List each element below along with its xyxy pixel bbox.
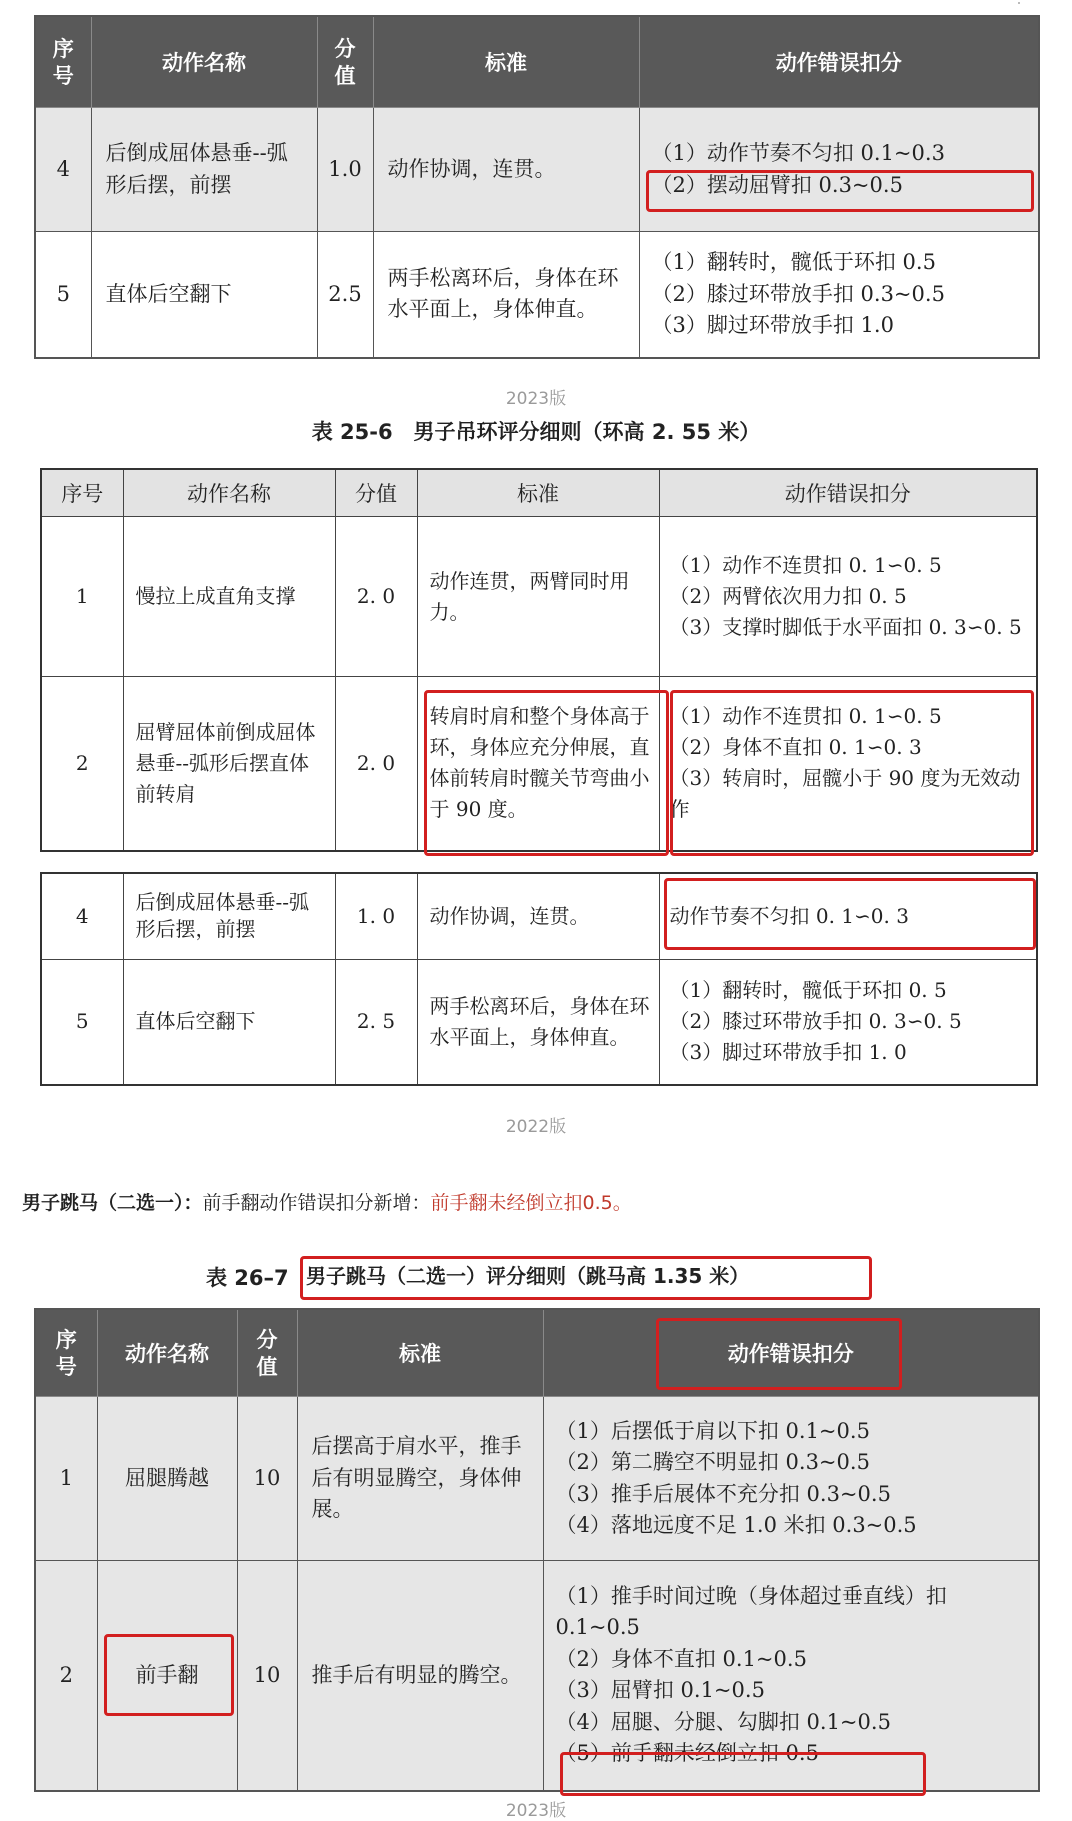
deduction-item: （1）翻转时，髋低于环扣 0.5 <box>651 250 936 274</box>
table-row <box>41 677 1037 851</box>
deduction-item: （2）身体不直扣 0.1~0.5 <box>555 1646 807 1671</box>
row-deductions <box>659 959 1037 1085</box>
row-number: 5 <box>41 959 123 1085</box>
row-score: 10 <box>237 1397 297 1561</box>
row-deductions <box>543 1561 1039 1791</box>
row-name: 后倒成屈体悬垂--弧形后摆，前摆 <box>123 873 335 959</box>
table-row <box>41 873 1037 959</box>
header-score: 分值 <box>335 469 417 517</box>
row-standard: 两手松离环后，身体在环水平面上，身体伸直。 <box>373 232 639 358</box>
header-number: 序号 <box>35 1309 97 1397</box>
table-row <box>35 232 1039 358</box>
row-number: 5 <box>35 232 91 358</box>
deduction-item: （1）动作节奏不匀扣 0.1~0.3 <box>651 141 945 165</box>
deduction-item: （1）动作不连贯扣 0. 1∽0. 5 <box>669 704 942 729</box>
deduction-item: （2）两臂依次用力扣 0. 5 <box>669 584 907 608</box>
deduction-item: （3）支撑时脚低于水平面扣 0. 3∽0. 5 <box>669 615 1022 639</box>
table-title-26-7: 男子跳马（二选一）评分细则（跳马高 1.35 米） <box>306 1264 750 1288</box>
header-deduction: 动作错误扣分 <box>639 16 1039 108</box>
deduction-item: 动作节奏不匀扣 0. 1∽0. 3 <box>669 903 909 928</box>
deduction-item: （3）转肩时，屈髋小于 90 度为无效动作 <box>669 766 1021 822</box>
row-deductions <box>543 1397 1039 1561</box>
deduction-item: （2）膝过环带放手扣 0.3~0.5 <box>651 281 945 306</box>
row-number: 4 <box>41 873 123 959</box>
note-red: 前手翻未经倒立扣0.5。 <box>430 1192 632 1214</box>
row-deductions <box>659 517 1037 677</box>
header-number: 序号 <box>41 469 123 517</box>
table-row <box>41 517 1037 677</box>
deduction-item: （3）推手后展体不充分扣 0.3~0.5 <box>555 1481 891 1506</box>
row-deductions <box>639 108 1039 232</box>
header-number: 序号 <box>35 16 91 108</box>
row-name: 直体后空翻下 <box>91 232 317 358</box>
row-name: 后倒成屈体悬垂--弧形后摆，前摆 <box>91 108 317 232</box>
table-rings-2022-continued <box>40 872 1038 1086</box>
table-row <box>35 1561 1039 1791</box>
header-standard: 标准 <box>297 1309 543 1397</box>
corner-dot <box>1018 2 1020 4</box>
header-score: 分值 <box>317 16 373 108</box>
row-name: 屈臂屈体前倒成屈体悬垂--弧形后摆直体前转肩 <box>123 677 335 851</box>
row-standard: 动作连贯，两臂同时用力。 <box>417 517 659 677</box>
header-name: 动作名称 <box>91 16 317 108</box>
row-score: 2. 0 <box>335 677 417 851</box>
table-title-26-7-prefix: 表 26–7 <box>206 1266 289 1290</box>
header-name: 动作名称 <box>123 469 335 517</box>
header-score: 分值 <box>237 1309 297 1397</box>
row-standard: 推手后有明显的腾空。 <box>297 1561 543 1791</box>
table-title-25-6: 表 25-6 男子吊环评分细则（环高 2. 55 米） <box>311 420 761 444</box>
deduction-item: （1）后摆低于肩以下扣 0.1~0.5 <box>555 1418 870 1443</box>
row-name: 屈腿腾越 <box>97 1397 237 1561</box>
row-score: 2. 5 <box>335 959 417 1085</box>
table-rings-2022 <box>40 468 1038 852</box>
deduction-item: （2）摆动屈臂扣 0.3~0.5 <box>651 172 903 197</box>
deduction-item: （3）脚过环带放手扣 1. 0 <box>669 1040 907 1065</box>
row-name: 慢拉上成直角支撑 <box>123 517 335 677</box>
note-normal: 前手翻动作错误扣分新增： <box>202 1192 431 1214</box>
row-score: 1.0 <box>317 108 373 232</box>
header-standard: 标准 <box>417 469 659 517</box>
deduction-item: （4）屈腿、分腿、勾脚扣 0.1~0.5 <box>555 1709 891 1734</box>
deduction-item: （2）第二腾空不明显扣 0.3~0.5 <box>555 1450 870 1474</box>
deduction-item: （1）动作不连贯扣 0. 1∽0. 5 <box>669 553 942 577</box>
row-deductions <box>639 232 1039 358</box>
row-standard: 两手松离环后，身体在环水平面上，身体伸直。 <box>417 959 659 1085</box>
row-deductions <box>659 677 1037 851</box>
deduction-item: （2）膝过环带放手扣 0. 3∽0. 5 <box>669 1009 962 1034</box>
row-name: 直体后空翻下 <box>123 959 335 1085</box>
caption-2022: 2022版 <box>505 1117 567 1137</box>
row-standard: 转肩时肩和整个身体高于环，身体应充分伸展，直体前转肩时髋关节弯曲小于 90 度。 <box>417 677 659 851</box>
row-number: 1 <box>35 1397 97 1561</box>
row-number: 2 <box>35 1561 97 1791</box>
row-number: 1 <box>41 517 123 677</box>
deduction-item: （3）屈臂扣 0.1~0.5 <box>555 1678 765 1703</box>
note-bold: 男子跳马（二选一）： <box>22 1192 203 1214</box>
row-score: 2.5 <box>317 232 373 358</box>
header-deduction: 动作错误扣分 <box>659 469 1037 517</box>
deduction-item: （3）脚过环带放手扣 1.0 <box>651 313 894 337</box>
caption-2023: 2023版 <box>505 389 567 409</box>
table-row <box>41 959 1037 1085</box>
change-note <box>22 1188 632 1215</box>
row-number: 2 <box>41 677 123 851</box>
row-score: 1. 0 <box>335 873 417 959</box>
table-header-row <box>41 469 1037 517</box>
header-standard: 标准 <box>373 16 639 108</box>
table-vault-2023 <box>34 1308 1040 1792</box>
deduction-item: （2）身体不直扣 0. 1∽0. 3 <box>669 735 922 760</box>
row-standard: 后摆高于肩水平，推手后有明显腾空，身体伸展。 <box>297 1397 543 1561</box>
deduction-item: （1）推手时间过晚（身体超过垂直线）扣 0.1~0.5 <box>555 1583 947 1640</box>
table-row <box>35 1397 1039 1561</box>
deduction-item: （1）翻转时，髋低于环扣 0. 5 <box>669 978 947 1003</box>
row-standard: 动作协调，连贯。 <box>373 108 639 232</box>
row-standard: 动作协调，连贯。 <box>417 873 659 959</box>
table-row <box>35 108 1039 232</box>
row-deductions <box>659 873 1037 959</box>
row-name: 前手翻 <box>97 1561 237 1791</box>
table-rings-2023 <box>34 15 1040 359</box>
caption-2023-bottom: 2023版 <box>505 1801 567 1821</box>
deduction-item: （4）落地远度不足 1.0 米扣 0.3~0.5 <box>555 1513 917 1537</box>
row-score: 2. 0 <box>335 517 417 677</box>
header-name: 动作名称 <box>97 1309 237 1397</box>
table-header-row <box>35 16 1039 108</box>
row-number: 4 <box>35 108 91 232</box>
deduction-item: （5）前手翻未经倒立扣 0.5 <box>555 1741 819 1766</box>
header-deduction: 动作错误扣分 <box>543 1309 1039 1397</box>
row-score: 10 <box>237 1561 297 1791</box>
table-header-row <box>35 1309 1039 1397</box>
